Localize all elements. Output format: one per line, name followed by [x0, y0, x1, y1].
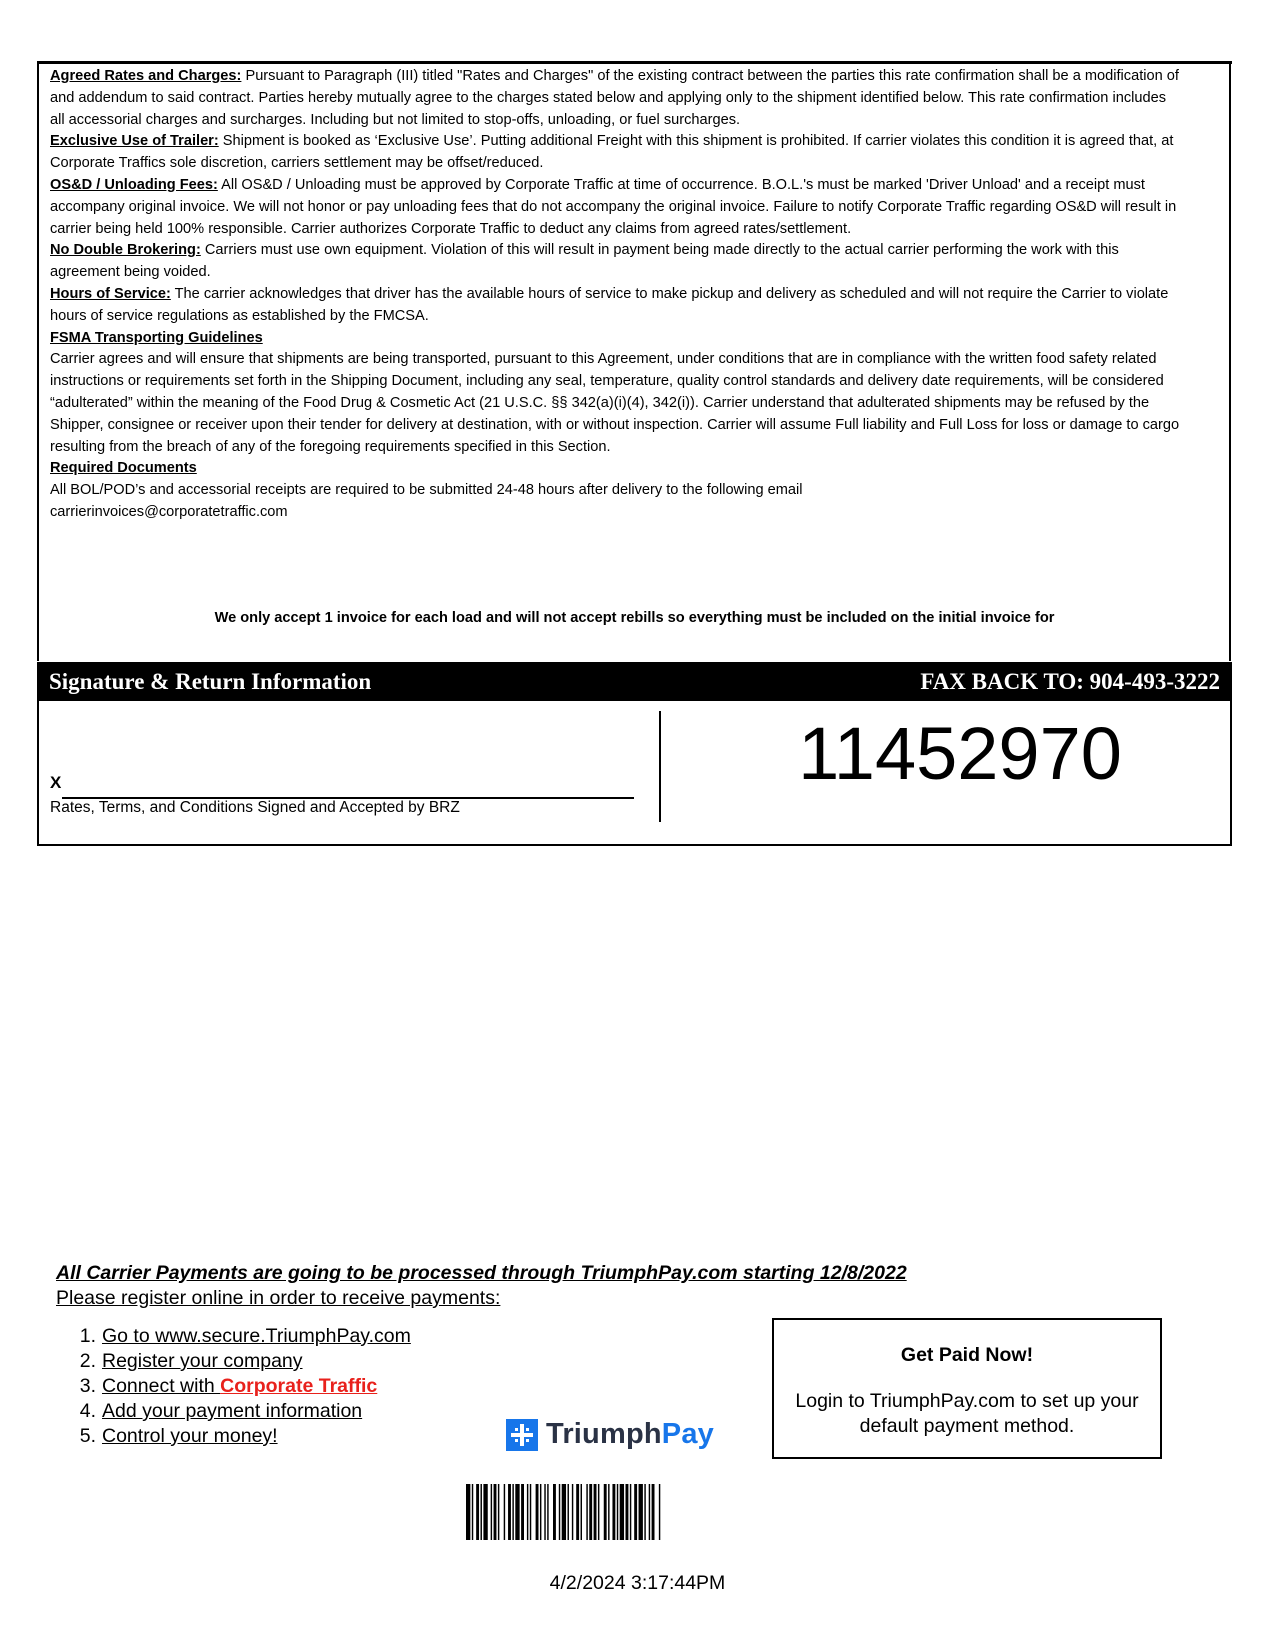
signature-bar-title: Signature & Return Information: [49, 669, 372, 694]
barcode-bar: [581, 1484, 582, 1540]
barcode-bar: [620, 1484, 624, 1540]
barcode-bar: [521, 1484, 524, 1540]
barcode-bar: [553, 1484, 556, 1540]
print-datestamp: 4/2/2024 3:17:44PM: [549, 1572, 726, 1594]
step-number: 4.: [79, 1400, 96, 1422]
barcode-bar: [586, 1484, 587, 1540]
fax-back-number: FAX BACK TO: 904-493-3222: [920, 669, 1220, 694]
barcode-bar: [639, 1484, 643, 1540]
signature-caption: Rates, Terms, and Conditions Signed and Accepted by BRZ: [50, 799, 460, 816]
barcode-bar: [530, 1484, 531, 1540]
barcode-bar: [494, 1484, 497, 1540]
required-docs-heading: Required Documents: [50, 460, 197, 477]
get-paid-title: Get Paid Now!: [900, 1344, 1034, 1366]
triumphpay-wordmark: [546, 1418, 714, 1451]
logo-word-triumph: Triumph: [546, 1418, 662, 1450]
barcode-bar: [515, 1484, 519, 1540]
barcode-bar: [504, 1484, 505, 1540]
barcode-bar: [481, 1484, 482, 1540]
signature-x-mark: X: [50, 773, 62, 792]
double-brokering-heading: No Double Brokering:: [50, 242, 201, 259]
triumphpay-cross-icon: [506, 1419, 538, 1451]
step-link-go-to-site[interactable]: Go to www.secure.TriumphPay.com: [102, 1325, 411, 1347]
logo-word-pay: Pay: [661, 1418, 714, 1450]
osd-heading: OS&D / Unloading Fees:: [50, 176, 218, 193]
invoice-notice: We only accept 1 invoice for each load and will not accept rebills so everything must be included on the initial invoice for: [214, 610, 1055, 626]
double-brokering-text: Carriers must use own equipment. Violation of this will result in payment being made directly to the actual carrier performing the work with this agreement being voided.: [50, 242, 1119, 281]
step-item: [56, 1424, 411, 1449]
barcode-bar: [572, 1484, 573, 1540]
terms-section: [50, 66, 1180, 524]
double-brokering-paragraph: [50, 240, 1180, 284]
barcode-bar: [576, 1484, 579, 1540]
barcode-bar: [568, 1484, 569, 1540]
barcode-bar: [630, 1484, 631, 1540]
signature-bar: [37, 662, 1232, 701]
step-item: [56, 1324, 411, 1349]
barcode-bar: [604, 1484, 607, 1540]
registration-steps: [56, 1324, 411, 1449]
exclusive-use-text: Shipment is booked as ‘Exclusive Use’. Putting additional Freight with this shipment is prohibited. If carrier violates this condition it is agreed that, at Corporate Traffics sole discretion, carriers settlement may be offset/reduced.: [50, 133, 1174, 172]
step-number: 5.: [79, 1425, 96, 1447]
required-docs-heading-line: [50, 458, 1180, 480]
barcode-bar: [594, 1484, 597, 1540]
barcode-bar: [544, 1484, 545, 1540]
barcode-bar: [617, 1484, 618, 1540]
fsma-text: Carrier agrees and will ensure that shipments are being transported, pursuant to this Agreement, under conditions that are in compliance with the written food safety related instructions or requirements set forth in the Shipping Document, including any seal, temperature, quality control standards and delivery date requirements, will be considered “adulterated” within the meaning of the Food Drug & Cosmetic Act (21 U.S.C. §§ 342(a)(i)(4), 342(i)). Carrier understand that adulterated shipments may be refused by the Shipper, consignee or receiver upon their tender for delivery at destination, with or without inspection. Carrier will assume Full liability and Full Loss for loss or damage to cargo resulting from the breach of any of the foregoing requirements specified in this Section.: [50, 351, 1180, 455]
payment-subtitle: Please register online in order to receive payments:: [56, 1287, 501, 1309]
get-paid-box: [772, 1318, 1162, 1459]
step-link-payment-info[interactable]: Add your payment information: [102, 1400, 363, 1422]
signature-divider: [659, 711, 661, 822]
step-number: 3.: [79, 1375, 96, 1397]
barcode-bar: [476, 1484, 479, 1540]
agreed-rates-paragraph: [50, 66, 1180, 131]
step-number: 2.: [79, 1350, 96, 1372]
step-link-register[interactable]: Register your company: [102, 1350, 303, 1372]
exclusive-use-paragraph: [50, 131, 1180, 175]
barcode-bar: [634, 1484, 637, 1540]
barcode-bar: [466, 1484, 470, 1540]
barcode-bar: [540, 1484, 541, 1540]
barcode-bar: [649, 1484, 650, 1540]
barcode-bar: [536, 1484, 539, 1540]
hours-of-service-heading: Hours of Service:: [50, 285, 171, 302]
step-item: [56, 1349, 411, 1374]
agreed-rates-heading: Agreed Rates and Charges:: [50, 68, 242, 84]
barcode-bar: [491, 1484, 492, 1540]
barcode-bar: [483, 1484, 487, 1540]
osd-text: All OS&D / Unloading must be approved by Corporate Traffic at time of occurrence. B.O.L.'s must be marked 'Driver Unload' and a receipt must accompany original invoice. We will not honor or pay unloading fees that do not accompany the original invoice. Failure to notify Corporate Traffic regarding OS&D will result in carrier being held 100% responsible. Carrier authorizes Corporate Traffic to deduct any claims from agreed rates/settlement.: [50, 176, 1177, 237]
barcode-bar: [608, 1484, 609, 1540]
step-link-corporate-traffic[interactable]: Corporate Traffic: [220, 1375, 378, 1397]
barcode-bar: [626, 1484, 629, 1540]
fsma-heading-line: [50, 328, 1180, 350]
hours-of-service-text: The carrier acknowledges that driver has the available hours of service to make pickup and delivery as scheduled and will not require the Carrier to violate hours of service regulations as established by the FMCSA.: [50, 285, 1169, 324]
barcode-bar: [472, 1484, 473, 1540]
barcode-bar: [498, 1484, 499, 1540]
step-link-control-money[interactable]: Control your money!: [102, 1425, 278, 1447]
step-link-connect[interactable]: Connect with: [102, 1375, 221, 1397]
required-docs-text: All BOL/POD’s and accessorial receipts are required to be submitted 24-48 hours after delivery to the following email: [50, 482, 803, 499]
step-item: [56, 1374, 411, 1399]
step-number: 1.: [79, 1325, 96, 1347]
step-item: [56, 1399, 411, 1424]
payment-announcement: All Carrier Payments are going to be processed through TriumphPay.com starting 12/8/2022: [56, 1262, 907, 1284]
barcode-bar: [598, 1484, 599, 1540]
agreed-rates-text: Pursuant to Paragraph (III) titled "Rates and Charges" of the existing contract between the parties this rate confirmation shall be a modification of and addendum to said contract. Parties hereby mutually agree to the charges stated below and applying only to the shipment identified below. This rate confirmation includes all accessorial charges and surcharges. Including but not limited to stop-offs, unloading, or fuel surcharges.: [50, 68, 1179, 128]
osd-paragraph: [50, 175, 1180, 240]
invoice-email: carrierinvoices@corporatetraffic.com: [50, 503, 288, 520]
hours-of-service-paragraph: [50, 284, 1180, 328]
exclusive-use-heading: Exclusive Use of Trailer:: [50, 133, 219, 150]
barcode-bar: [547, 1484, 548, 1540]
barcode-bar: [644, 1484, 645, 1540]
barcode-bar: [559, 1484, 560, 1540]
get-paid-text: Login to TriumphPay.com to set up your default payment method.: [795, 1390, 1139, 1437]
barcode-bar: [562, 1484, 566, 1540]
barcode-bar: [589, 1484, 592, 1540]
fsma-heading: FSMA Transporting Guidelines: [50, 329, 263, 346]
barcode-bar: [612, 1484, 615, 1540]
barcode: [466, 1484, 800, 1540]
barcode-bar: [512, 1484, 513, 1540]
load-number: 11452970: [798, 712, 1122, 795]
triumphpay-logo: [506, 1418, 714, 1451]
barcode-bar: [652, 1484, 655, 1540]
barcode-bar: [508, 1484, 511, 1540]
barcode-bar: [527, 1484, 528, 1540]
barcode-bar: [659, 1484, 660, 1540]
